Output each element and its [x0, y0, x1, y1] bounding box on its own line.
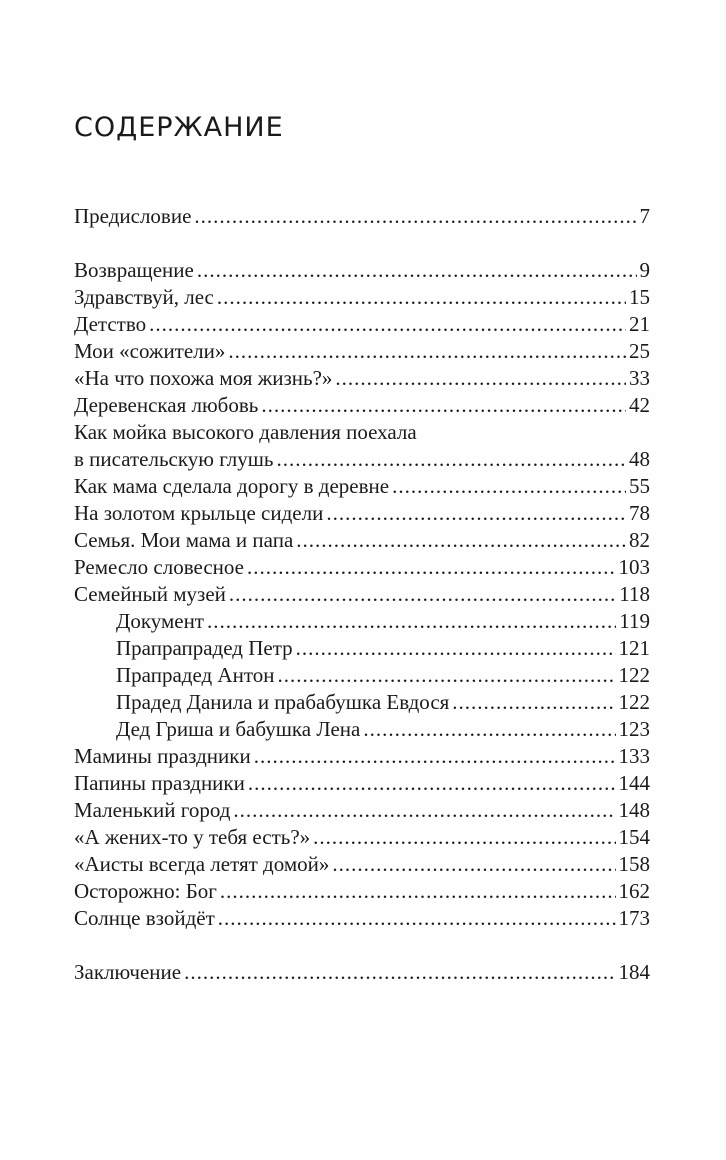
- toc-entry: [74, 878, 650, 905]
- toc-entry-page: 103: [618, 555, 650, 579]
- leader-dots: [220, 878, 616, 905]
- leader-dots: [363, 716, 615, 743]
- toc-entry-label: Прапрапрадед Петр: [116, 636, 293, 660]
- toc-entry-page: 123: [618, 717, 650, 741]
- page-title: СОДЕРЖАНИЕ: [74, 112, 284, 143]
- toc-entry-label: Как мойка высокого давления поехала: [74, 420, 417, 444]
- toc-entry-second-line: [74, 446, 650, 473]
- toc-entry: [74, 824, 650, 851]
- table-of-contents: [74, 203, 650, 986]
- toc-entry-label: Папины праздники: [74, 771, 245, 795]
- leader-dots: [335, 365, 626, 392]
- leader-dots: [326, 500, 626, 527]
- toc-entry-label: «А жених-то у тебя есть?»: [74, 825, 311, 849]
- toc-subentry: [74, 635, 650, 662]
- leader-dots: [248, 770, 616, 797]
- toc-entry-label: Семья. Мои мама и папа: [74, 528, 294, 552]
- toc-entry-page: 118: [619, 582, 650, 606]
- toc-entry-page: 184: [618, 960, 650, 984]
- leader-dots: [207, 608, 616, 635]
- toc-entry-page: 42: [629, 393, 650, 417]
- toc-entry-page: 148: [618, 798, 650, 822]
- toc-entry-page: 82: [629, 528, 650, 552]
- leader-dots: [184, 959, 615, 986]
- toc-entry-label: Предисловие: [74, 204, 192, 228]
- toc-entry-page: 48: [629, 447, 650, 471]
- toc-entry: [74, 284, 650, 311]
- toc-entry-label: «На что похожа моя жизнь?»: [74, 366, 333, 390]
- toc-entry: [74, 554, 650, 581]
- toc-entry: [74, 473, 650, 500]
- leader-dots: [296, 635, 616, 662]
- leader-dots: [218, 905, 616, 932]
- toc-entry-label: На золотом крыльце сидели: [74, 501, 324, 525]
- leader-dots: [149, 311, 626, 338]
- toc-entry: [74, 581, 650, 608]
- leader-dots: [277, 446, 627, 473]
- toc-entry-page: 25: [629, 339, 650, 363]
- toc-entry-label: Заключение: [74, 960, 182, 984]
- leader-dots: [332, 851, 615, 878]
- toc-entry-label: Осторожно: Бог: [74, 879, 217, 903]
- toc-entry-label: Мамины праздники: [74, 744, 251, 768]
- toc-entry-label: Дед Гриша и бабушка Лена: [116, 717, 361, 741]
- leader-dots: [197, 257, 637, 284]
- toc-entry-page: 121: [618, 636, 650, 660]
- toc-entry-label: Солнце взойдёт: [74, 906, 215, 930]
- toc-entry-label: Ремесло словесное: [74, 555, 244, 579]
- leader-dots: [228, 338, 626, 365]
- toc-entry-label: в писательскую глушь: [74, 447, 274, 471]
- toc-entry: [74, 851, 650, 878]
- toc-entry: [74, 527, 650, 554]
- leader-dots: [452, 689, 615, 716]
- toc-entry: [74, 905, 650, 932]
- toc-entry-label: Прапрадед Антон: [116, 663, 275, 687]
- toc-entry-page: 15: [629, 285, 650, 309]
- toc-entry-label: Мои «сожители»: [74, 339, 226, 363]
- leader-dots: [194, 203, 636, 230]
- toc-entry-page: 133: [618, 744, 650, 768]
- leader-dots: [261, 392, 626, 419]
- toc-entry-page: 122: [618, 690, 650, 714]
- toc-entry-page: 33: [629, 366, 650, 390]
- toc-entry: [74, 797, 650, 824]
- leader-dots: [296, 527, 626, 554]
- toc-entry-preface: [74, 203, 650, 230]
- toc-entry-page: 55: [629, 474, 650, 498]
- toc-entry: [74, 770, 650, 797]
- section-gap: [74, 230, 650, 257]
- leader-dots: [313, 824, 615, 851]
- toc-entry-label: Маленький город: [74, 798, 231, 822]
- toc-entry-label: Здравствуй, лес: [74, 285, 214, 309]
- toc-entry-page: 122: [618, 663, 650, 687]
- toc-entry-page: 144: [618, 771, 650, 795]
- toc-entry: [74, 311, 650, 338]
- leader-dots: [277, 662, 615, 689]
- toc-entry-page: 154: [618, 825, 650, 849]
- leader-dots: [217, 284, 626, 311]
- toc-subentry: [74, 662, 650, 689]
- toc-entry-label: Возвращение: [74, 258, 194, 282]
- toc-entry-page: 9: [639, 258, 650, 282]
- toc-entry-label: Прадед Данила и прабабушка Евдося: [116, 690, 450, 714]
- leader-dots: [233, 797, 615, 824]
- leader-dots: [392, 473, 626, 500]
- toc-entry-page: 173: [618, 906, 650, 930]
- toc-entry-label: Семейный музей: [74, 582, 226, 606]
- toc-entry-label: Деревенская любовь: [74, 393, 259, 417]
- toc-subentry: [74, 608, 650, 635]
- toc-entry: [74, 365, 650, 392]
- toc-entry-page: 158: [618, 852, 650, 876]
- toc-entry: [74, 392, 650, 419]
- leader-dots: [247, 554, 616, 581]
- toc-entry: [74, 500, 650, 527]
- toc-entry-label: «Аисты всегда летят домой»: [74, 852, 330, 876]
- toc-entry: [74, 257, 650, 284]
- toc-entry-label: Как мама сделала дорогу в деревне: [74, 474, 390, 498]
- toc-entry-page: 7: [639, 204, 650, 228]
- toc-subentry: [74, 716, 650, 743]
- toc-entry: [74, 338, 650, 365]
- leader-dots: [229, 581, 616, 608]
- toc-entry-conclusion: [74, 959, 650, 986]
- section-gap: [74, 932, 650, 959]
- toc-entry: [74, 743, 650, 770]
- toc-entry-label: Документ: [116, 609, 204, 633]
- toc-entry-label: Детство: [74, 312, 147, 336]
- toc-entry-page: 78: [629, 501, 650, 525]
- toc-entry-first-line: [74, 419, 650, 446]
- leader-dots: [254, 743, 616, 770]
- toc-entry-page: 119: [619, 609, 650, 633]
- toc-subentry: [74, 689, 650, 716]
- toc-entry-page: 162: [618, 879, 650, 903]
- toc-entry-page: 21: [629, 312, 650, 336]
